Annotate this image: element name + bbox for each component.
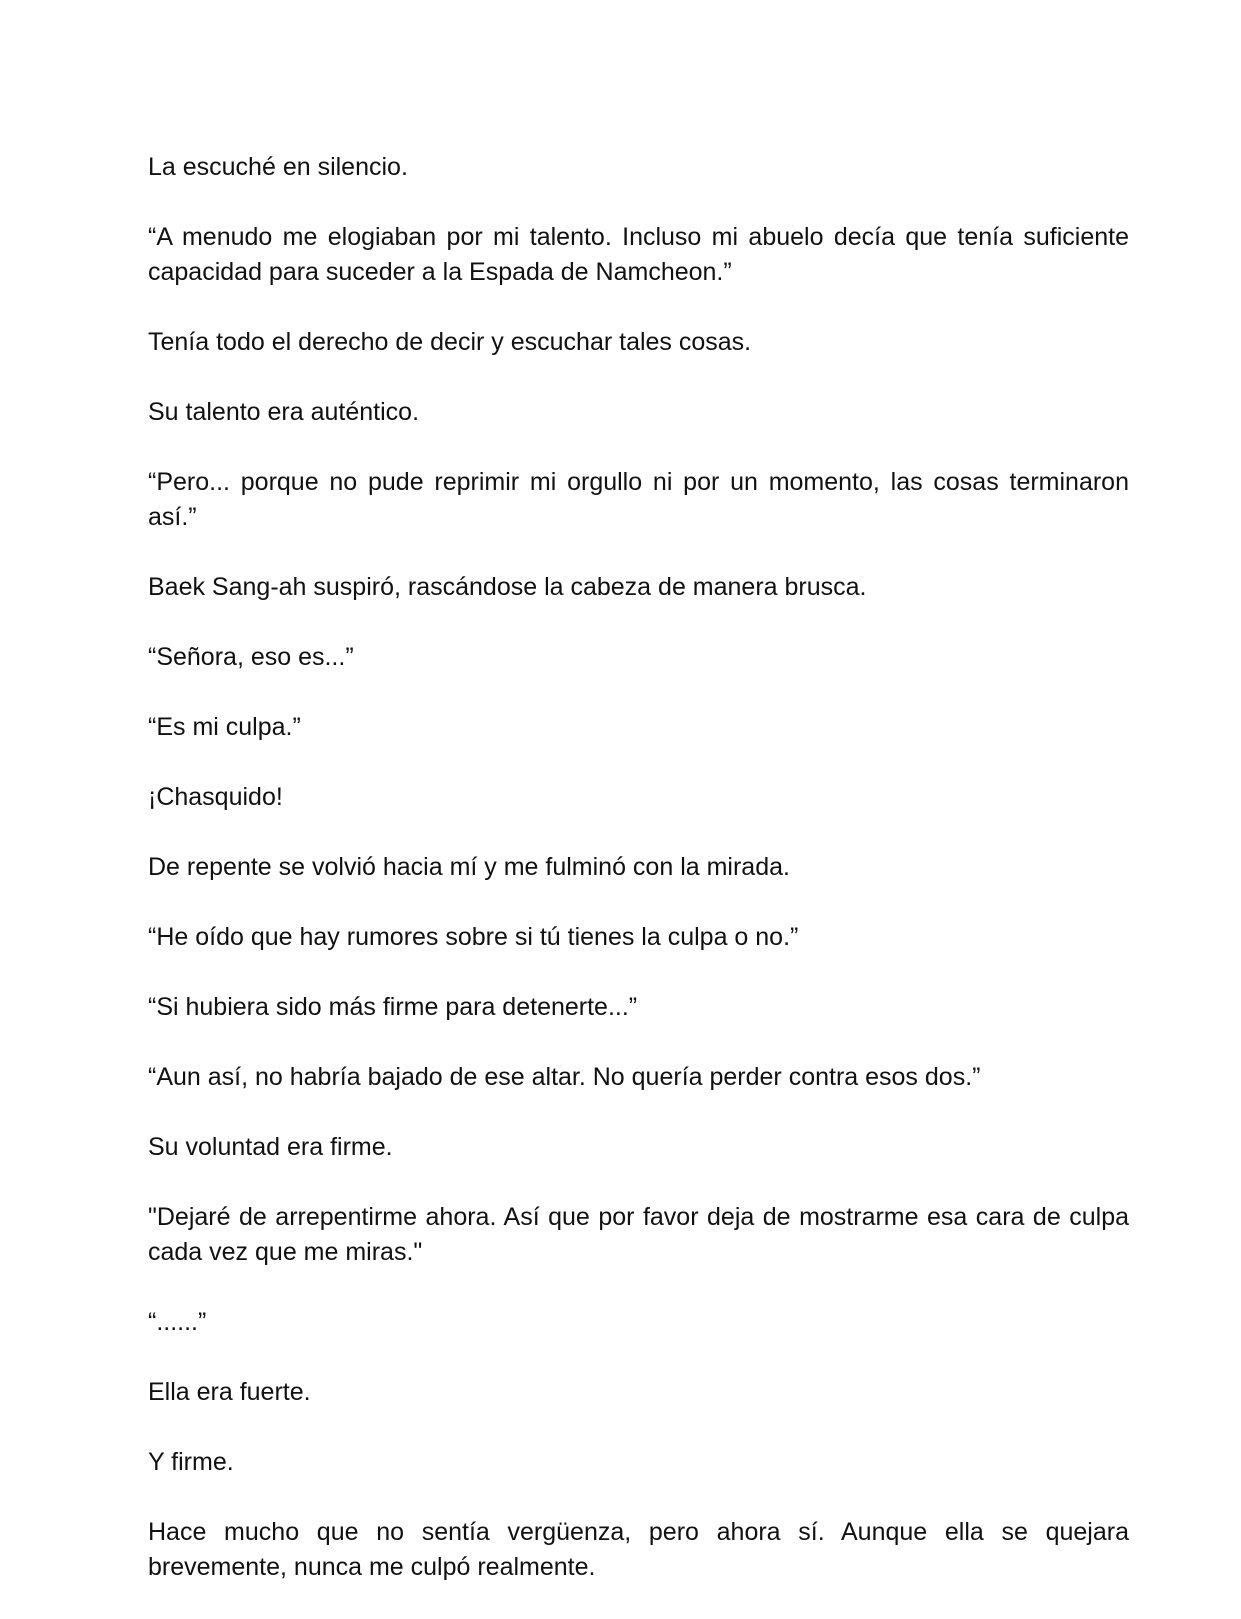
paragraph: Su talento era auténtico.: [148, 398, 420, 426]
paragraph: Hace mucho que no sentía vergüenza, pero ahora sí. Aunque ella se quejara brevemente, nunca me culpó realmente.: [148, 1518, 1129, 1581]
paragraph: “Si hubiera sido más firme para detenerte...”: [148, 993, 638, 1021]
paragraph: “Pero... porque no pude reprimir mi orgullo ni por un momento, las cosas terminaron así.”: [148, 468, 1129, 531]
paragraph: ¡Chasquido!: [148, 783, 283, 811]
paragraph: Tenía todo el derecho de decir y escuchar tales cosas.: [148, 328, 752, 356]
paragraph: La escuché en silencio.: [148, 153, 408, 181]
paragraph: “Es mi culpa.”: [148, 713, 301, 741]
paragraph: "Dejaré de arrepentirme ahora. Así que por favor deja de mostrarme esa cara de culpa cada vez que me miras.": [148, 1203, 1129, 1266]
paragraph: “Aun así, no habría bajado de ese altar. No quería perder contra esos dos.”: [148, 1063, 981, 1091]
paragraph: “He oído que hay rumores sobre si tú tienes la culpa o no.”: [148, 923, 799, 951]
document-body: [148, 150, 1129, 1585]
paragraph: Su voluntad era firme.: [148, 1133, 393, 1161]
paragraph: “A menudo me elogiaban por mi talento. Incluso mi abuelo decía que tenía suficiente capacidad para suceder a la Espada de Namcheon.”: [148, 223, 1129, 286]
paragraph: Y firme.: [148, 1448, 234, 1476]
paragraph: “......”: [148, 1308, 207, 1336]
paragraph: De repente se volvió hacia mí y me fulminó con la mirada.: [148, 853, 790, 881]
paragraph: Ella era fuerte.: [148, 1378, 311, 1406]
paragraph: Baek Sang-ah suspiró, rascándose la cabeza de manera brusca.: [148, 573, 867, 601]
paragraph: “Señora, eso es...”: [148, 643, 354, 671]
